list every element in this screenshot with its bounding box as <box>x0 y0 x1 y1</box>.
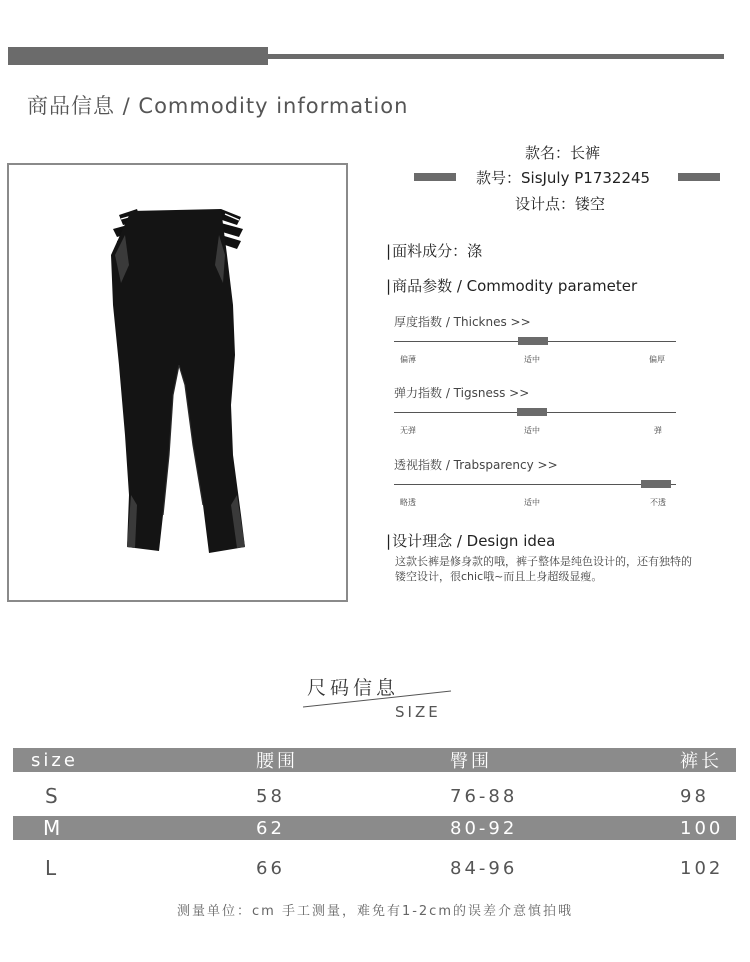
transparency-tick-mid: 适中 <box>524 498 540 507</box>
design-point: 设计点：镂空 <box>515 195 606 213</box>
elasticity-label: 弹力指数 / Tigsness >> <box>394 386 530 400</box>
style-name: 款名：长裤 <box>525 144 601 162</box>
transparency-label: 透视指数 / Trabsparency >> <box>394 458 558 472</box>
cell-hip: 76-88 <box>450 785 518 807</box>
size-section-subtitle: SIZE <box>395 703 441 721</box>
design-idea-heading: | 设计理念 / Design idea <box>386 530 555 551</box>
elasticity-tick-mid: 适中 <box>524 426 540 435</box>
product-pants-image <box>9 165 346 600</box>
cell-hip: 80-92 <box>450 817 518 839</box>
thickness-tick-mid: 适中 <box>524 355 540 364</box>
cell-waist: 58 <box>256 785 285 807</box>
thickness-marker <box>518 337 548 345</box>
cell-size: L <box>45 856 60 880</box>
cell-size: M <box>43 816 64 840</box>
thickness-tick-low: 偏薄 <box>400 355 416 364</box>
table-row <box>13 856 736 880</box>
style-number: 款号：SisJuly P1732245 <box>476 169 651 187</box>
measurement-footnote: 测量单位：cm 手工测量，难免有1-2cm的误差介意慎拍哦 <box>177 904 573 919</box>
style-no-right-bar <box>678 173 720 181</box>
size-section-title: 尺码信息 <box>307 677 400 699</box>
cell-waist: 62 <box>256 817 285 839</box>
cell-length: 102 <box>680 857 724 879</box>
table-row <box>13 816 736 840</box>
cell-length: 98 <box>680 785 709 807</box>
style-no-left-bar <box>414 173 456 181</box>
thickness-tick-high: 偏厚 <box>649 355 665 364</box>
size-table-header <box>13 748 736 772</box>
thickness-label: 厚度指数 / Thicknes >> <box>394 315 531 329</box>
header-bar-thick <box>8 47 268 65</box>
cell-size: S <box>45 784 61 808</box>
header-cell-waist: 腰围 <box>256 751 298 772</box>
header-bar-thin <box>268 54 724 59</box>
table-row <box>13 784 736 808</box>
transparency-scale-line <box>394 484 676 485</box>
elasticity-tick-high: 弹 <box>654 426 662 435</box>
cell-waist: 66 <box>256 857 285 879</box>
transparency-marker <box>641 480 671 488</box>
design-idea-text: 这款长裤是修身款的哦，裤子整体是纯色设计的，还有独特的镂空设计，很chic哦~而且上身超级显瘦。 <box>395 555 692 583</box>
parameter-heading: | 商品参数 / Commodity parameter <box>386 275 637 296</box>
cell-length: 100 <box>680 817 724 839</box>
header-cell-size: size <box>31 749 78 771</box>
fabric-composition: | 面料成分：涤 <box>386 240 482 261</box>
product-photo-frame <box>7 163 348 602</box>
cell-hip: 84-96 <box>450 857 518 879</box>
elasticity-tick-low: 无弹 <box>400 426 416 435</box>
page-title: 商品信息 / Commodity information <box>27 94 409 118</box>
header-cell-hip: 臀围 <box>450 751 492 772</box>
transparency-tick-high: 不透 <box>650 498 666 507</box>
header-cell-length: 裤长 <box>680 751 722 772</box>
elasticity-marker <box>517 408 547 416</box>
transparency-tick-low: 略透 <box>400 498 416 507</box>
